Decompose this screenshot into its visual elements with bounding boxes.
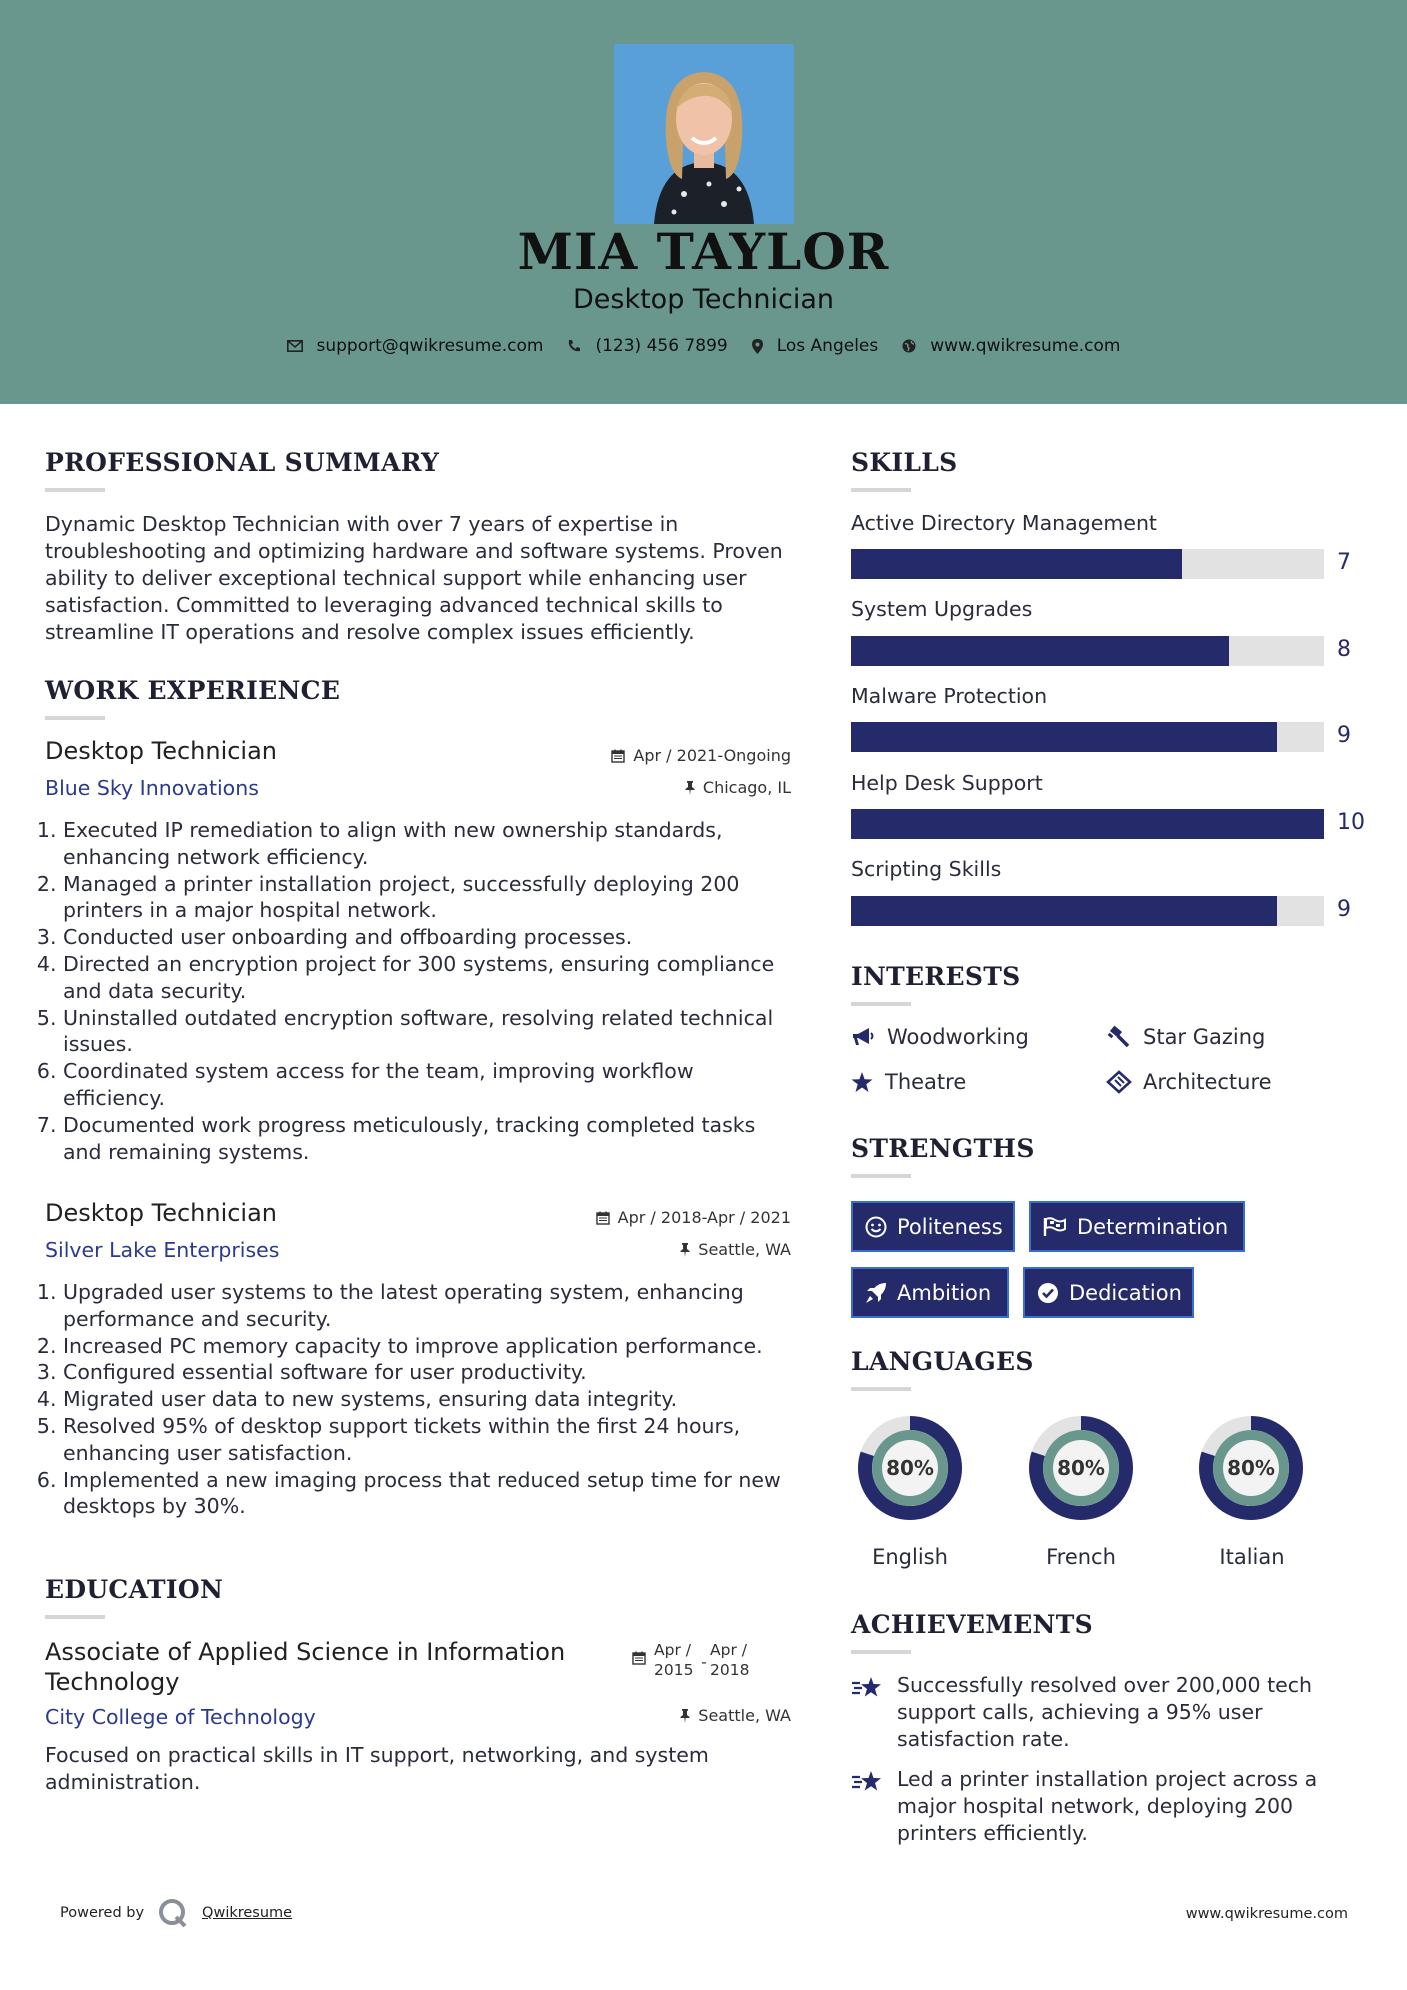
- job-location: [480, 778, 791, 797]
- achievement-text: Successfully resolved over 200,000 tech support calls, achieving a 95% user satisfaction rate.: [897, 1673, 1312, 1751]
- list-item: 4. Migrated user data to new systems, ensuring data integrity.: [63, 1386, 797, 1413]
- date-separator: -: [701, 1653, 707, 1671]
- language-label: French: [1046, 1545, 1116, 1569]
- skill-bar-fill: [851, 636, 1229, 666]
- qwikresume-logo-icon: [158, 1898, 188, 1928]
- job-dates-text: Apr / 2018-Apr / 2021: [617, 1208, 791, 1227]
- list-item: 3. Configured essential software for user productivity.: [63, 1359, 797, 1386]
- skill-bar-track: [851, 809, 1324, 839]
- list-item: 5. Resolved 95% of desktop support tickets within the first 24 hours, enhancing user satisfaction.: [63, 1413, 797, 1467]
- achievement-item: [851, 1766, 1341, 1847]
- contact-bar: [0, 336, 1407, 356]
- skill-label: Active Directory Management: [851, 511, 1157, 535]
- summary-text: Dynamic Desktop Technician with over 7 years of expertise in troubleshooting and optimizing hardware and software systems. Proven ability to deliver exceptional technical support while enhancing user satisfaction. Committed to leveraging advanced technical skills to streamline IT operations and resolve complex issues efficiently.: [45, 512, 783, 644]
- list-item: 5. Uninstalled outdated encryption software, resolving related technical issues.: [63, 1005, 797, 1059]
- achievement-item: [851, 1672, 1341, 1753]
- strength-label: Politeness: [897, 1214, 1003, 1239]
- strength-label: Dedication: [1069, 1280, 1182, 1305]
- candidate-name: MIA TAYLOR: [517, 222, 890, 281]
- skill-label: System Upgrades: [851, 597, 1033, 621]
- skill-bar-track: [851, 549, 1324, 579]
- strengths-heading: STRENGTHS: [851, 1134, 1035, 1163]
- job-dates-text: Apr / 2021-Ongoing: [633, 746, 791, 765]
- skill-bar-track: [851, 896, 1324, 926]
- website-text: www.qwikresume.com: [930, 336, 1121, 356]
- pushpin-icon: [680, 1243, 690, 1257]
- languages-heading: LANGUAGES: [851, 1347, 1034, 1376]
- skill-value: 10: [1337, 810, 1365, 835]
- skill-bar-fill: [851, 809, 1324, 839]
- job-title: Desktop Technician: [45, 737, 278, 765]
- phone-icon: [567, 339, 581, 353]
- calendar-icon: [596, 1211, 610, 1225]
- work-divider: [45, 716, 105, 720]
- job-title: Desktop Technician: [45, 1199, 278, 1227]
- gavel-icon: [1107, 1026, 1131, 1048]
- check-circle-icon: [1037, 1282, 1059, 1304]
- job-location-text: Chicago, IL: [702, 778, 791, 797]
- header-banner: [0, 0, 1407, 404]
- job-bullets: [45, 817, 797, 1165]
- language-percent: 80%: [1057, 1456, 1105, 1480]
- strength-badge: [851, 1267, 1009, 1318]
- contact-location: [752, 336, 879, 356]
- skill-value: 7: [1337, 550, 1351, 575]
- list-item: 1. Upgraded user systems to the latest operating system, enhancing performance and security.: [63, 1279, 797, 1333]
- list-item: 7. Documented work progress meticulously, tracking completed tasks and remaining systems.: [63, 1112, 797, 1166]
- job-bullets: [45, 1279, 797, 1520]
- skill-label: Malware Protection: [851, 684, 1048, 708]
- phone-text: (123) 456 7899: [595, 336, 728, 356]
- skill-bar-track: [851, 722, 1324, 752]
- profile-photo: [614, 44, 794, 224]
- flag-icon: [1043, 1217, 1067, 1237]
- strength-badge: [1029, 1201, 1245, 1252]
- skill-label: Scripting Skills: [851, 857, 1002, 881]
- list-item: 2. Managed a printer installation project, successfully deploying 200 printers in a major hospital network.: [63, 871, 797, 925]
- list-item: 2. Increased PC memory capacity to improve application performance.: [63, 1333, 797, 1360]
- contact-phone[interactable]: [567, 336, 727, 356]
- star-icon: [851, 1072, 873, 1093]
- footer-site-link[interactable]: www.qwikresume.com: [1185, 1906, 1348, 1922]
- powered-by-label: Powered by: [60, 1905, 145, 1921]
- job-location-text: Seattle, WA: [698, 1240, 791, 1259]
- strength-label: Determination: [1077, 1214, 1229, 1239]
- interest-label: Woodworking: [887, 1025, 1029, 1049]
- summary-heading: PROFESSIONAL SUMMARY: [45, 448, 440, 477]
- skills-heading: SKILLS: [851, 448, 958, 477]
- education-divider: [45, 1615, 105, 1619]
- skill-label: Help Desk Support: [851, 771, 1043, 795]
- education-description: Focused on practical skills in IT support, networking, and system administration.: [45, 1743, 709, 1794]
- contact-website[interactable]: [902, 336, 1120, 356]
- strengths-divider: [851, 1174, 911, 1178]
- pushpin-icon: [680, 1709, 690, 1723]
- globe-icon: [902, 339, 916, 353]
- list-item: 1. Executed IP remediation to align with new ownership standards, enhancing network efficiency.: [63, 817, 797, 871]
- location-text: Los Angeles: [776, 336, 879, 356]
- map-pin-icon: [752, 339, 763, 354]
- education-dates: [632, 1640, 754, 1680]
- education-location: [480, 1706, 791, 1725]
- job-company[interactable]: Blue Sky Innovations: [45, 776, 259, 800]
- skill-bar-fill: [851, 722, 1277, 752]
- job-location: [480, 1240, 791, 1259]
- skills-divider: [851, 488, 911, 492]
- summary-divider: [45, 488, 105, 492]
- job-company[interactable]: Silver Lake Enterprises: [45, 1238, 280, 1262]
- strength-badge: [851, 1201, 1015, 1252]
- shooting-star-icon: [851, 1769, 885, 1797]
- interest-item: [851, 1025, 1029, 1049]
- job-dates: [480, 1208, 791, 1227]
- school-name[interactable]: City College of Technology: [45, 1705, 316, 1729]
- candidate-title: Desktop Technician: [572, 284, 835, 315]
- skill-bar-fill: [851, 896, 1277, 926]
- language-label: English: [872, 1545, 948, 1569]
- interests-heading: INTERESTS: [851, 962, 1021, 991]
- megaphone-icon: [851, 1027, 875, 1047]
- strength-badge: [1023, 1267, 1194, 1318]
- achievements-divider: [851, 1650, 911, 1654]
- skill-value: 9: [1337, 723, 1351, 748]
- email-text: support@qwikresume.com: [316, 336, 544, 356]
- list-item: 4. Directed an encryption project for 300 systems, ensuring compliance and data security.: [63, 951, 797, 1005]
- education-end: Apr / 2018: [710, 1641, 750, 1679]
- language-rings: [850, 1408, 1275, 1533]
- languages-divider: [851, 1387, 911, 1391]
- interests-divider: [851, 1002, 911, 1006]
- contact-email[interactable]: [287, 336, 544, 356]
- education-start: Apr / 2015: [654, 1641, 694, 1679]
- degree-title: Associate of Applied Science in Information Technology: [45, 1638, 566, 1696]
- strength-label: Ambition: [897, 1280, 992, 1305]
- pushpin-icon: [685, 781, 695, 795]
- language-label: Italian: [1219, 1545, 1285, 1569]
- interest-label: Theatre: [885, 1070, 967, 1094]
- ticket-icon: [1107, 1071, 1131, 1093]
- interest-label: Star Gazing: [1143, 1025, 1266, 1049]
- education-location-text: Seattle, WA: [698, 1706, 791, 1725]
- calendar-icon: [611, 749, 625, 763]
- smile-icon: [865, 1216, 887, 1238]
- skill-value: 8: [1337, 637, 1351, 662]
- education-heading: EDUCATION: [45, 1575, 224, 1604]
- list-item: 6. Implemented a new imaging process that reduced setup time for new desktops by 30%.: [63, 1467, 797, 1521]
- interest-item: [1107, 1025, 1265, 1049]
- job-dates: [480, 746, 791, 765]
- work-heading: WORK EXPERIENCE: [45, 676, 341, 705]
- achievements-heading: ACHIEVEMENTS: [851, 1610, 1093, 1639]
- skill-bar-track: [851, 636, 1324, 666]
- skill-value: 9: [1337, 897, 1351, 922]
- calendar-icon: [632, 1651, 646, 1665]
- skill-bar-fill: [851, 549, 1182, 579]
- interest-item: [851, 1070, 966, 1094]
- list-item: 3. Conducted user onboarding and offboarding processes.: [63, 924, 797, 951]
- brand-link[interactable]: Qwikresume: [202, 1905, 293, 1921]
- shooting-star-icon: [851, 1675, 885, 1703]
- envelope-icon: [287, 340, 303, 352]
- language-percent: 80%: [886, 1456, 934, 1480]
- achievement-text: Led a printer installation project across a major hospital network, deploying 200 printers efficiently.: [897, 1767, 1318, 1845]
- interest-label: Architecture: [1143, 1070, 1272, 1094]
- interest-item: [1107, 1070, 1272, 1094]
- footer-powered-by: [60, 1898, 292, 1928]
- language-percent: 80%: [1227, 1456, 1275, 1480]
- list-item: 6. Coordinated system access for the team, improving workflow efficiency.: [63, 1058, 797, 1112]
- rocket-icon: [865, 1282, 887, 1304]
